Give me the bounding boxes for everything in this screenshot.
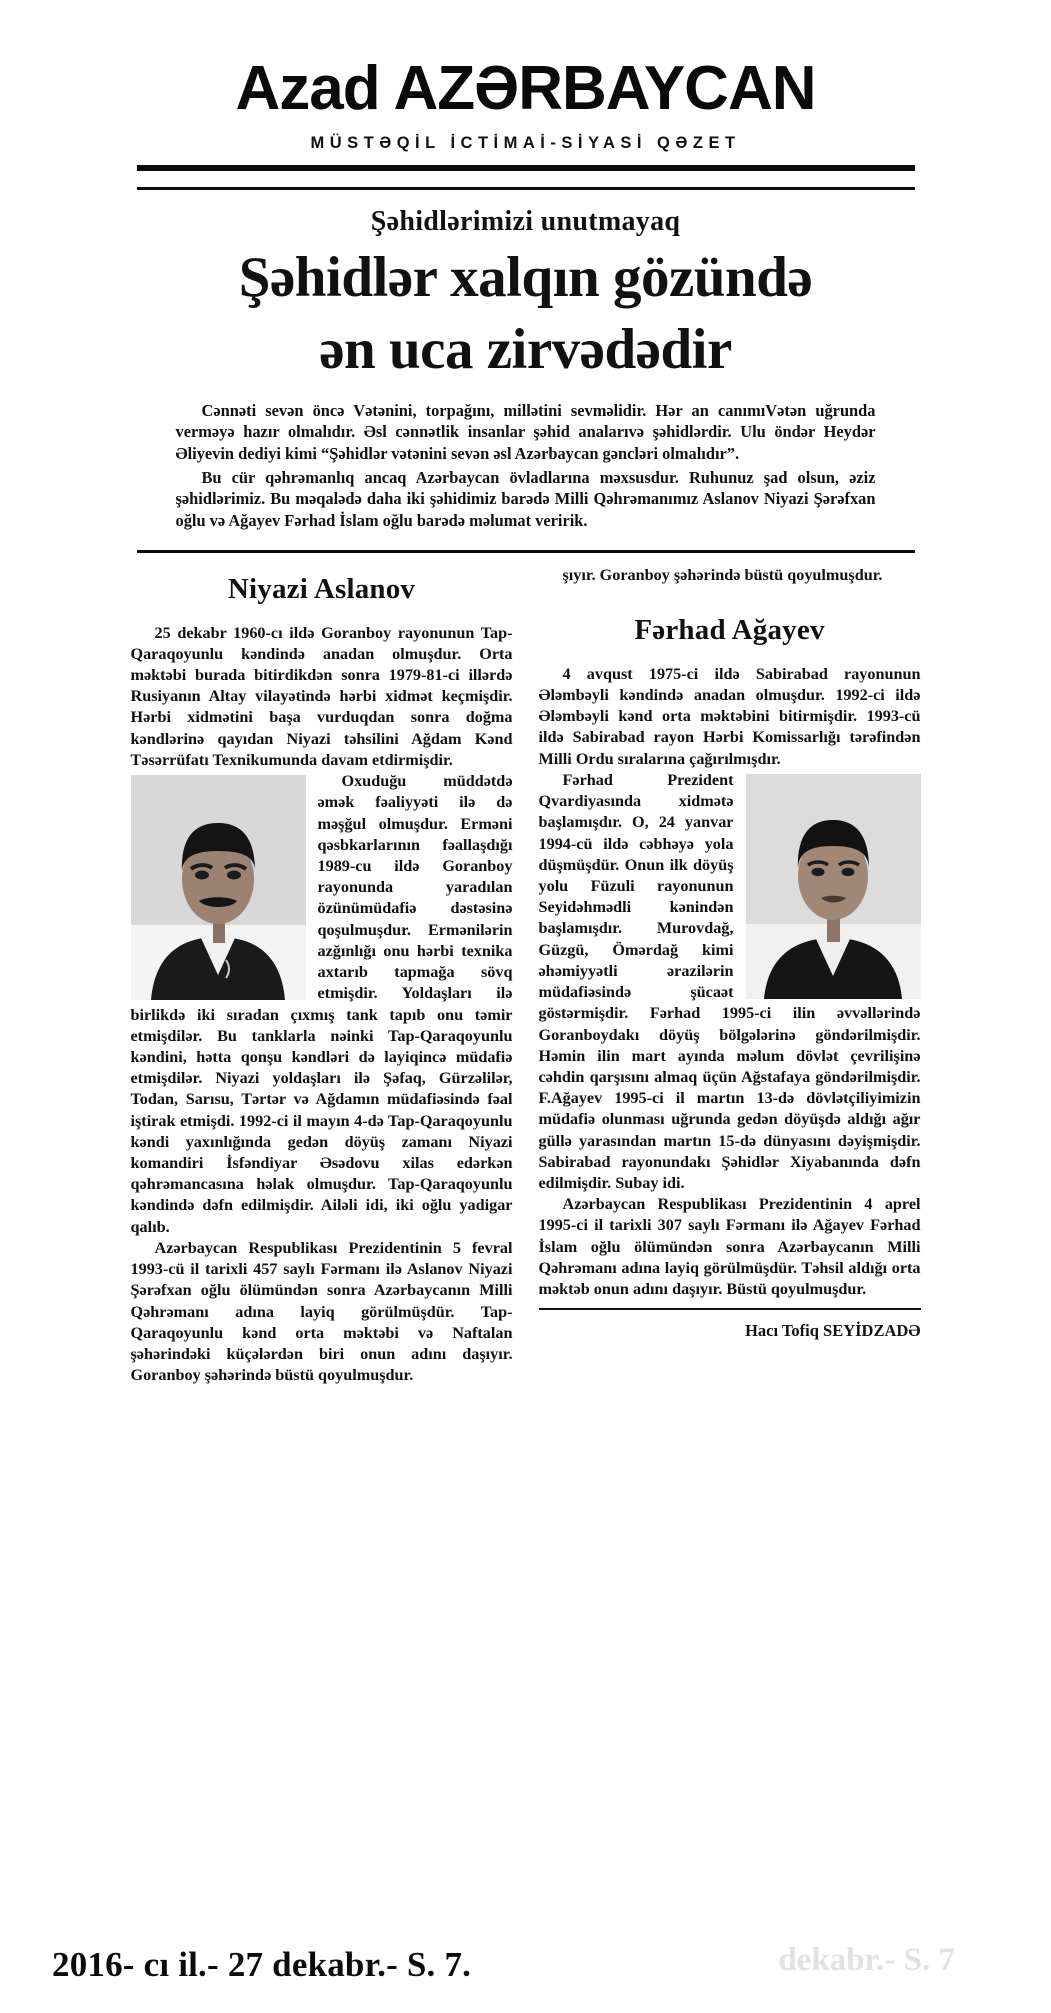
- article-1-paragraph-2: Oxuduğu müddətdə əmək fəaliyyəti ilə də məşğul olmuşdur. Erməni qəsbkarlarının fəallaşdığı 1989-cu ildə Goranboy rayonunda yaradılan özünümüdafiə dəstəsinə qoşulmuşdur. Ermənilərin azğınlığı onu hərbi texnika axtarıb tapmağa sövq etmişdir. Yoldaşları ilə birlikdə iki sıradan çıxmış tank tapıb onu təmir etmişdilər. Bu tanklarla nəinki Tap-Qaraqoyunlu kəndini, hətta qonşu kəndləri də layiqincə müdafiə etmişdilər. Niyazi yoldaşları ilə Şəfaq, Gürzəlilər, Todan, Sarısu, Tərtər və Ağdamın müdafiəsində fəal iştirak etmişdi. 1992-ci il mayın 4-də Tap-Qaraqoyunlu kəndi yaxınlığında gedən döyüş zamanı Niyazi komandiri İsfəndiyar Əsədovu xilas edərkən qəhrəmancasına həlak olmuşdur. Tap-Qaraqoyunlu kəndində dəfn edilmişdir. Ailəli idi, iki oğlu yadigar qalıb.: [130, 772, 513, 1236]
- headline-block: [137, 190, 915, 382]
- masthead-title: [0, 54, 1051, 123]
- masthead-title-part1: Azad: [235, 54, 394, 123]
- article-1-paragraph-1: 25 dekabr 1960-cı ildə Goranboy rayonunun Tap-Qaraqoyunlu kəndində anadan olmuşdur. Orta məktəbi burada bitirdikdən sonra 1979-81-ci illərdə Rusiyanın Altay vilayətində hərbi xidmət keçmişdir. Hərbi xidmətini başa vurduqdan sonra doğma kəndlərinə qayıdan Niyazi təhsilini Ağdam Kənd Təsərrüfatı Texnikumunda davam etdirmişdir.: [130, 623, 513, 769]
- page-footer: [0, 1942, 1051, 1985]
- masthead-subtitle: MÜSTƏQİL İCTİMAİ-SİYASİ QƏZET: [310, 134, 741, 152]
- byline: Hacı Tofiq SEYİDZADƏ: [745, 1321, 921, 1341]
- column-left: [131, 565, 513, 1387]
- article-columns: [131, 565, 921, 1387]
- lead-paragraph-2: Bu cür qəhrəmanlıq ancaq Azərbaycan övladlarına məxsusdur. Ruhunuz şad olsun, əziz şəhidlərimiz. Bu məqalədə daha iki şəhidimiz barədə Milli Qəhrəmanımız Aslanov Niyazi Şərəfxan oğlu və Ağayev Fərhad İslam oğlu barədə məlumat veririk.: [175, 467, 876, 530]
- article-1-continuation: şıyır. Goranboy şəhərində büstü qoyulmuşdur.: [562, 565, 883, 584]
- headline-kicker: Şəhidlərimizi unutmayaq: [370, 206, 681, 237]
- masthead: [0, 0, 1051, 190]
- masthead-title-part2: AZƏRBAYCAN: [393, 54, 816, 123]
- portrait-niyazi-aslanov: [131, 775, 306, 1000]
- lead-bottom-divider: [137, 550, 915, 553]
- headline-line-2: ən uca zirvədədir: [319, 317, 732, 381]
- article-2-paragraph-1: 4 avqust 1975-ci ildə Sabirabad rayonunun Ələmbəyli kəndində anadan olmuşdur. 1992-ci ildə Ələmbəyli kənd orta məktəbini bitirmişdir. 1993-cü ildə Sabirabad rayon Hərbi Komissarlığı tərəfindən Milli Ordu sıralarına çağırılmışdır.: [538, 664, 921, 768]
- lead-paragraphs: [176, 400, 876, 532]
- article-1-paragraph-3: Azərbaycan Respublikası Prezidentinin 5 fevral 1993-cü il tarixli 457 saylı Fərmanı ilə Aslanov Niyazi Şərəfxan oğlu ölümündən sonra Azərbaycanın Milli Qəhrəmanı adına layiq görülmüşdür. Tap-Qaraqoyunlu kənd orta məktəbi və Naftalan şəhərindəki küçələrdən biri onun adını daşıyır. Goranboy şəhərində büstü qoyulmuşdur.: [130, 1238, 513, 1385]
- footer-ghost-text: dekabr.- S. 7: [778, 1942, 955, 1978]
- article-title-niyazi-aslanov: Niyazi Aslanov: [227, 572, 416, 605]
- column-right: [539, 565, 921, 1342]
- footer-date: 2016- cı il.- 27 dekabr.- S. 7.: [52, 1945, 472, 1984]
- lead-paragraph-1: Cənnəti sevən öncə Vətənini, torpağını, millətini sevməlidir. Hər an canımıVətən uğrunda verməyə hazır olmalıdır. Əsl cənnətlik insanlar şəhid analarıvə şəhidlərdir. Ulu öndər Heydər Əliyevin dediyi kimi “Şəhidlər vətənini sevən əsl Azərbaycan gəncləri olmalıdır”.: [175, 400, 876, 463]
- masthead-divider: [137, 165, 915, 171]
- article-2-paragraph-3: Azərbaycan Respublikası Prezidentinin 4 aprel 1995-ci il tarixli 307 saylı Fərmanı ilə Ağayev Fərhad İslam oğlu ölümündən sonra Azərbaycanın Milli Qəhrəmanı adına layiq görülmüşdür. Təhsil aldığı orta məktəb onun adını daşıyır. Büstü qoyulmuşdur.: [538, 1195, 921, 1299]
- article-title-ferhad-agayev: Fərhad Ağayev: [634, 613, 825, 646]
- headline-line-1: Şəhidlər xalqın gözündə: [238, 246, 813, 309]
- signature-divider: [539, 1308, 921, 1310]
- article-2-paragraph-2: Fərhad Prezident Qvardiyasında xidmətə başlamışdır. O, 24 yanvar 1994-cü ildə cəbhəyə yola düşmüşdür. Onun ilk döyüş yolu Füzuli rayonunun Seyidəhmədli kənindən başlamışdır. Murovdağ, Güzgü, Ömərdağ kimi əhəmiyyətli ərazilərin müdafiəsində şücaət göstərmişdir. Fərhad 1995-ci ilin əvvəllərində Goranboydakı döyüş bölgələrinə göndərilmişdir. Həmin ilin mart ayında məlum dövlət çevrilişinə cəhdin qarşısını almaq üçün Ağstafaya göndərilmişdir. F.Ağayev 1995-ci il martın 13-də dövlətçiliyimizin müdafiə olunması uğrunda gedən döyüşdə aldığı ağır güllə yarasından martın 15-də dünyasını dəyişmişdir. Sabirabad rayonundakı Şəhidlər Xiyabanında dəfn edilmişdir. Subay idi.: [538, 770, 921, 1193]
- portrait-ferhad-agayev: [746, 774, 921, 999]
